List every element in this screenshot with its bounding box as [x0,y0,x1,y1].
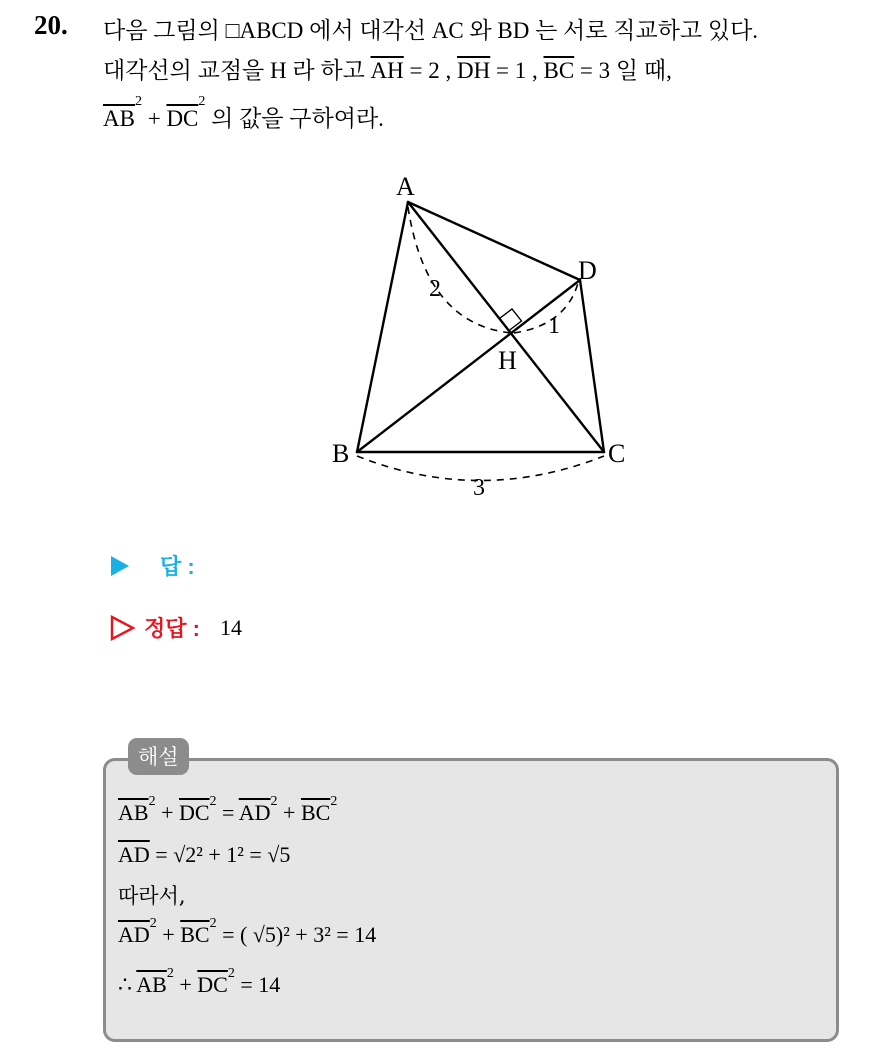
q-text: = 2 , [403,58,458,83]
seg-ad: $\overline{AD}$ [238,800,271,825]
seg-dc: $\overline{DC}$ [178,800,210,825]
exponent: 2 [149,916,157,931]
seg-ah: $\overline{AH}$ [370,58,404,83]
label-d: D [578,256,597,285]
therefore-symbol: ∴ [118,972,137,997]
correct-answer-row [110,612,242,643]
diagonal-ac [408,202,604,452]
exponent: 2 [330,794,338,809]
exponent: 2 [209,916,217,931]
seg-dc: $\overline{DC}$ [166,106,199,131]
q-text: = 1 , [490,58,544,83]
plus: + [155,800,179,825]
question-number: 20. [34,10,68,40]
q-text: 대각선의 교점을 H 라 하고 [103,58,371,83]
exponent: 2 [148,794,156,809]
seg-ab: $\overline{AB}$ [103,106,135,131]
sol-text: = ( √5)² + 3² = 14 [216,922,377,947]
seg-dc: $\overline{DC}$ [197,972,228,997]
seg-dh: $\overline{DH}$ [457,58,491,83]
outline-triangle-icon [110,615,136,641]
seg-bc: $\overline{BC}$ [180,922,210,947]
question-line-3 [103,94,384,133]
length-ah: 2 [429,276,441,302]
label-h: H [498,346,517,375]
sol-text: = 14 [234,972,281,997]
length-bc: 3 [473,475,485,501]
sol-text: = √2² + 1² = √5 [149,842,291,867]
exponent: 2 [134,94,142,109]
solution-tag: 해설 [128,738,189,775]
seg-ad: $\overline{AD}$ [118,842,150,867]
seg-ad: $\overline{AD}$ [118,922,150,947]
plus: + [173,972,198,997]
quadrilateral-figure [300,165,660,505]
solution-line-5 [118,966,281,998]
q-text: 의 값을 구하여라. [205,106,384,131]
length-dh: 1 [548,313,560,339]
exponent: 2 [209,794,217,809]
seg-bc: $\overline{BC}$ [543,58,575,83]
plus: + [277,800,301,825]
label-b: B [332,439,350,468]
exponent: 2 [198,94,206,109]
diagonal-bd [357,280,580,452]
solution-line-3: 따라서, [118,884,186,908]
equals: = [216,800,239,825]
q-text: = 3 일 때, [574,58,672,83]
side-da [408,202,580,280]
answer-row [110,550,195,581]
dim-arc-dh [514,283,578,333]
seg-bc: $\overline{BC}$ [300,800,331,825]
seg-ab: $\overline{AB}$ [118,800,149,825]
seg-ab: $\overline{AB}$ [136,972,167,997]
plus: + [156,922,181,947]
solution-line-4 [118,916,377,948]
solution-line-2 [118,842,290,868]
solution-line-1 [118,794,338,826]
correct-answer-value: 14 [219,614,242,640]
filled-triangle-icon [110,555,130,577]
question-line-1: 다음 그림의 □ABCD 에서 대각선 AC 와 BD 는 서로 직교하고 있다. [103,18,759,43]
side-ab [357,202,408,452]
exponent: 2 [227,966,235,981]
exponent: 2 [270,794,278,809]
label-a: A [396,172,415,201]
question-line-2 [103,52,672,85]
answer-label: 답 : [160,554,195,579]
correct-answer-label: 정답 : [144,616,200,641]
label-c: C [608,439,626,468]
plus: + [141,106,167,131]
exponent: 2 [166,966,174,981]
